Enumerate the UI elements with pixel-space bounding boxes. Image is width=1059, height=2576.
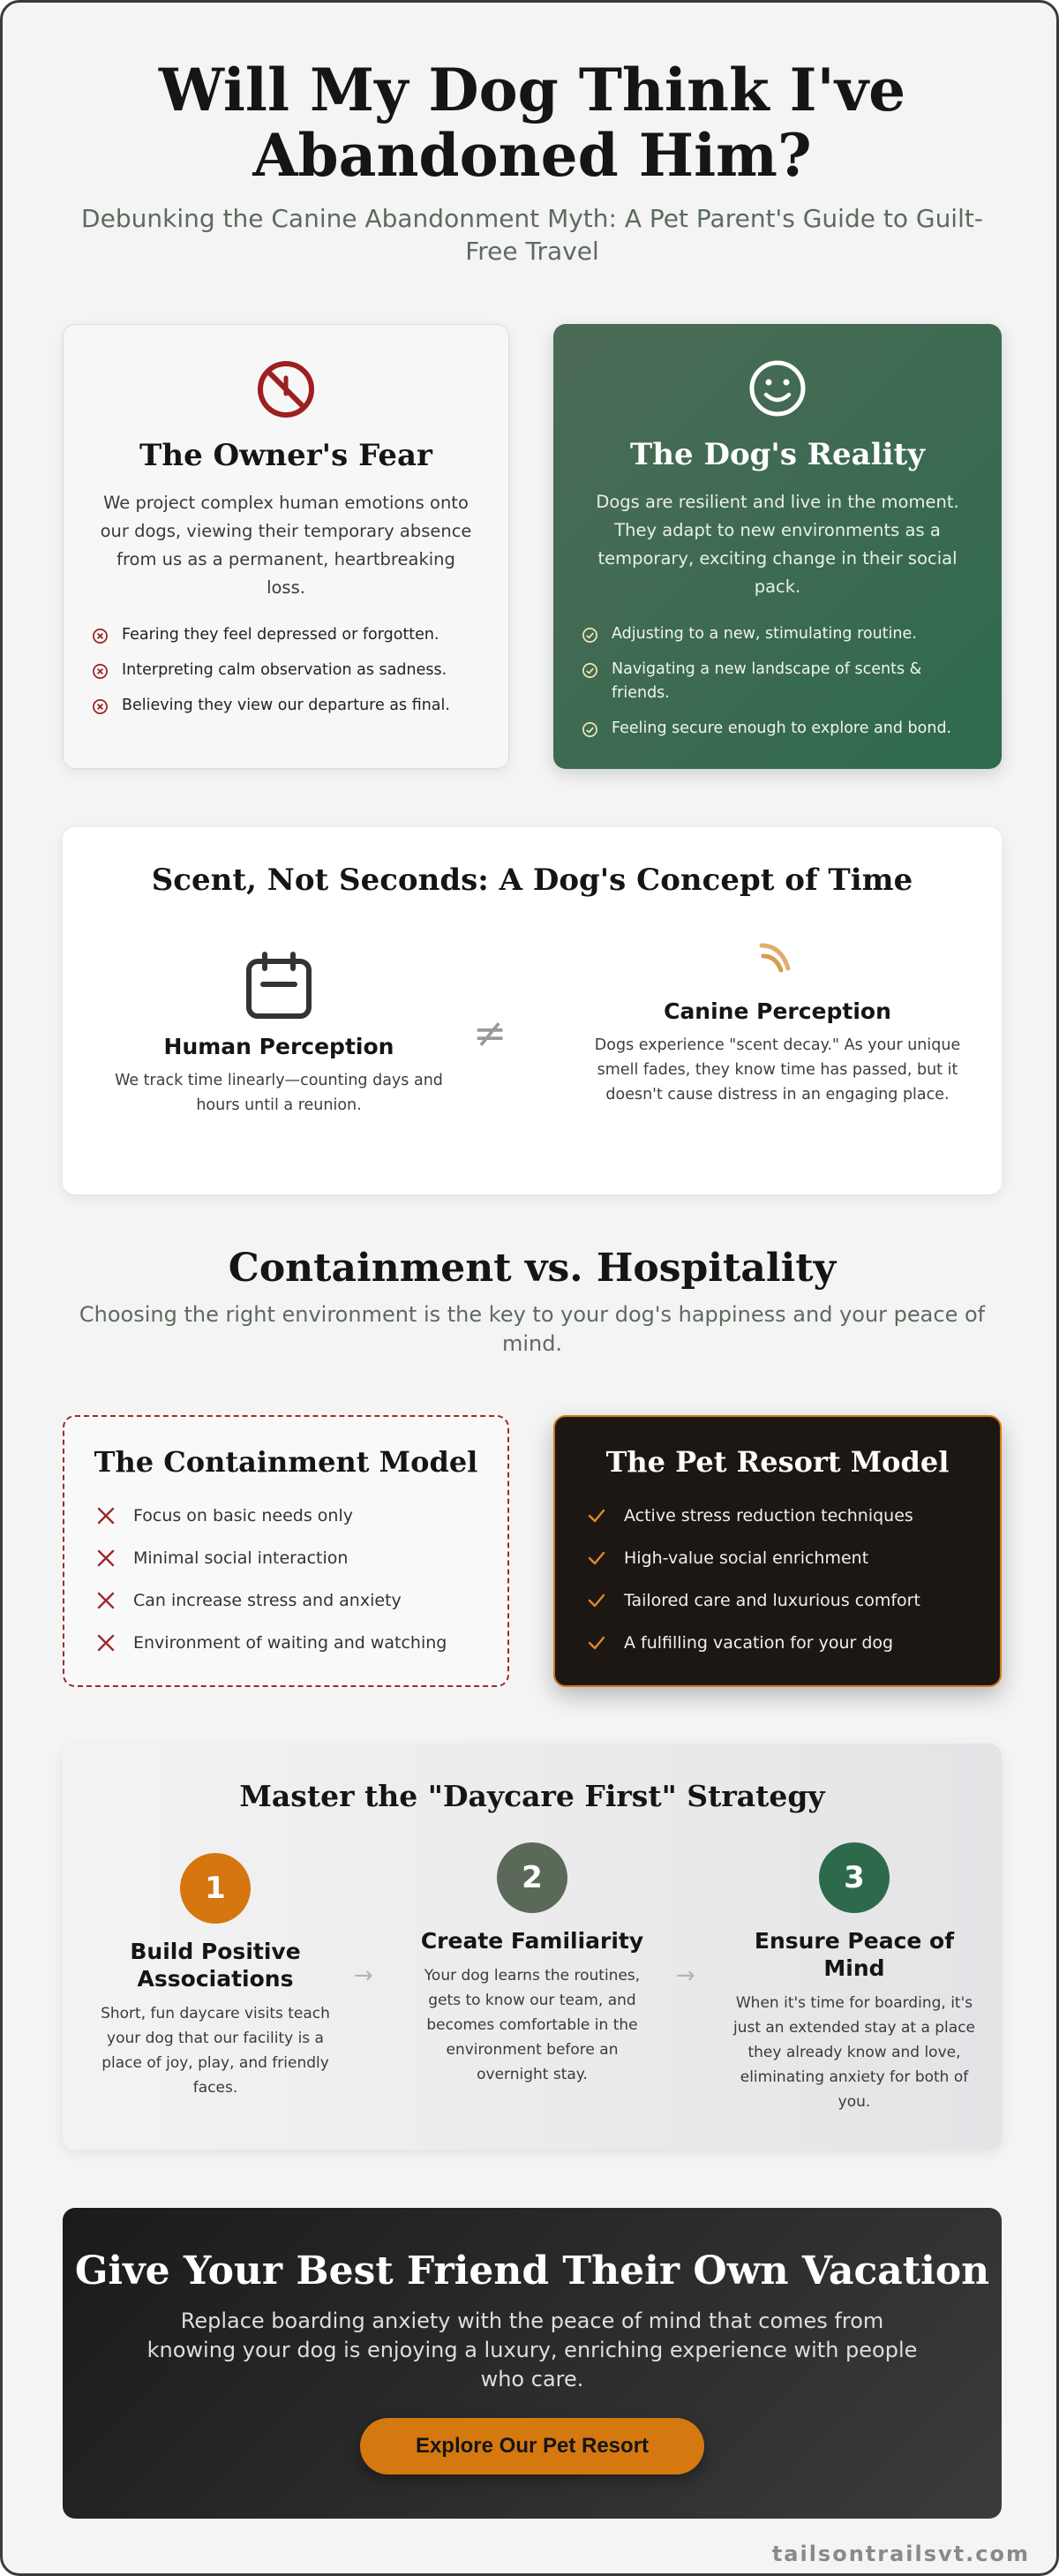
containment-model-title: The Containment Model [94,1445,478,1479]
step-text: Short, fun daycare visits teach your dog that our facility is a place of joy, play, and friendly faces. [101,2005,330,2097]
time-concept-title: Scent, Not Seconds: A Dog's Concept of Time [151,862,913,898]
list-item [96,1546,486,1570]
time-concept-card [63,827,1002,1194]
list-item [582,622,980,646]
prohibited-icon [255,358,317,420]
calendar-icon [244,951,314,1021]
list-item [587,1546,979,1570]
owners-fear-title: The Owner's Fear [139,438,432,473]
cta-title: Give Your Best Friend Their Own Vacation [74,2248,990,2294]
list-item-text: Active stress reduction techniques [624,1506,913,1525]
pet-resort-model-list [587,1503,979,1673]
call-to-action-panel [63,2208,1002,2519]
list-item [96,1631,486,1655]
step-heading: Ensure Peace of Mind [754,1928,955,1981]
check-circle-icon [582,721,598,738]
comparison-title: Containment vs. Hospitality [228,1246,837,1291]
smile-icon [747,358,808,419]
dogs-reality-title: The Dog's Reality [629,437,926,472]
containment-model-list [96,1503,486,1673]
list-item-text: Interpreting calm observation as sadness. [122,661,447,679]
explore-pet-resort-button[interactable]: Explore Our Pet Resort [360,2418,704,2474]
list-item-text: Focus on basic needs only [133,1506,353,1525]
daycare-strategy-title: Master the "Daycare First" Strategy [239,1779,825,1813]
list-item [96,1588,486,1613]
containment-model-card [63,1415,509,1687]
page-title: Will My Dog Think I've Abandoned Him? [158,56,906,190]
step-number-badge: 3 [819,1842,890,1913]
page-subtitle: Debunking the Canine Abandonment Myth: A Pet Parent's Guide to Guilt-Free Travel [81,204,983,266]
step-number-badge: 2 [497,1842,567,1913]
website-domain: tailsontrailsvt.com [771,2542,1030,2566]
step-heading: Build Positive Associations [130,1939,301,1992]
list-item [587,1588,979,1613]
owners-fear-list [92,623,487,729]
owners-fear-text: We project complex human emotions onto our dogs, viewing their temporary absence from us as a permanent, heartbreaking loss. [100,493,472,598]
canine-perception-text: Dogs experience "scent decay." As your unique smell fades, they know time has passed, but it doesn't cause distress in an engaging place. [594,1036,961,1103]
check-icon [587,1633,606,1653]
x-circle-icon [92,628,109,644]
step-heading: Create Familiarity [420,1928,644,1954]
list-item [92,659,487,682]
list-item [92,623,487,647]
list-item [587,1503,979,1528]
owners-fear-card [63,324,509,769]
dogs-reality-list [582,622,980,752]
canine-perception [592,933,963,1107]
cta-text: Replace boarding anxiety with the peace of mind that comes from knowing your dog is enjoying a luxury, enriching experience with people who care. [146,2309,918,2391]
check-icon [587,1591,606,1610]
scent-waves-icon [742,933,813,986]
x-circle-icon [92,698,109,715]
list-item-text: A fulfilling vacation for your dog [624,1633,894,1653]
list-item-text: Minimal social interaction [133,1548,349,1568]
check-circle-icon [582,627,598,644]
x-icon [96,1633,116,1653]
pet-resort-model-title: The Pet Resort Model [605,1445,950,1479]
human-perception [107,951,451,1118]
x-circle-icon [92,663,109,680]
human-perception-heading: Human Perception [163,1034,394,1059]
step-text: When it's time for boarding, it's just an extended stay at a place they already know and love, eliminating anxiety for both of you. [732,1994,976,2111]
strategy-step-1 [87,1853,343,2100]
check-icon [587,1548,606,1568]
list-item-text: Feeling secure enough to explore and bond. [612,719,952,737]
x-icon [96,1506,116,1525]
list-item [582,717,980,741]
not-equal-separator: ≠ [472,1009,507,1057]
list-item [587,1631,979,1655]
comparison-subtitle: Choosing the right environment is the key to your dog's happiness and your peace of mind. [79,1302,986,1356]
step-number-badge: 1 [180,1853,251,1924]
strategy-step-3 [726,1842,982,2114]
step-text: Your dog learns the routines, gets to know our team, and becomes comfortable in the environment before an overnight stay. [424,1967,641,2083]
list-item [96,1503,486,1528]
arrow-right-icon: → [354,1962,373,1989]
list-item [92,694,487,718]
pet-resort-model-card [553,1415,1002,1687]
strategy-step-2 [409,1842,656,2087]
arrow-right-icon: → [676,1962,695,1989]
list-item-text: High-value social enrichment [624,1548,869,1568]
dogs-reality-text: Dogs are resilient and live in the moment. They adapt to new environments as a temporary, exciting change in their social pack. [596,492,959,597]
canine-perception-heading: Canine Perception [664,998,891,1024]
dogs-reality-card [553,324,1002,769]
list-item-text: Believing they view our departure as final. [122,697,450,714]
list-item-text: Can increase stress and anxiety [133,1591,402,1610]
x-icon [96,1548,116,1568]
list-item-text: Navigating a new landscape of scents & friends. [612,660,922,702]
list-item-text: Adjusting to a new, stimulating routine. [612,625,917,643]
list-item [582,658,980,705]
check-icon [587,1506,606,1525]
list-item-text: Fearing they feel depressed or forgotten. [122,626,439,644]
list-item-text: Tailored care and luxurious comfort [624,1591,920,1610]
daycare-strategy-card [63,1744,1002,2150]
x-icon [96,1591,116,1610]
check-circle-icon [582,662,598,679]
human-perception-text: We track time linearly—counting days and hours until a reunion. [115,1072,443,1114]
list-item-text: Environment of waiting and watching [133,1633,447,1653]
